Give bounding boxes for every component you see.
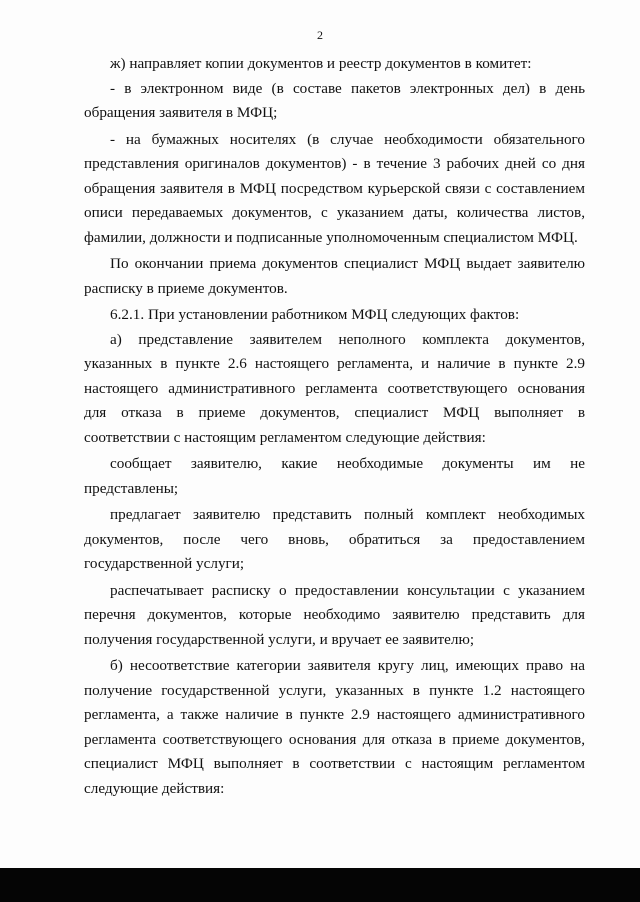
paragraph-b: б) несоответствие категории заявителя кругу лиц, имеющих право на получение государственной услуги, указанных в пункте 1.2 настоящего регламента, а также наличие в пункте 2.9 настоящего административного регламента соответствующего основания для отказа в приеме документов, специалист МФЦ выполняет в соответствии с настоящим регламентом следующие действия: bbox=[84, 657, 585, 797]
paragraph-electronic: - в электронном виде (в составе пакетов электронных дел) в день обращения заявителя в МФЦ; bbox=[84, 79, 585, 121]
paragraph-inform: сообщает заявителю, какие необходимые документы им не представлены; bbox=[84, 455, 585, 497]
document-body bbox=[84, 52, 585, 801]
paragraph-paper: - на бумажных носителях (в случае необходимости обязательного представления оригиналов документов) - в течение 3 рабочих дней со дня обращения заявителя в МФЦ посредством курьерской связи с составлением описи передаваемых документов, с указанием даты, количества листов, фамилии, должности и подписанные уполномоченным специалистом МФЦ. bbox=[84, 130, 585, 246]
paragraph-receipt: По окончании приема документов специалист МФЦ выдает заявителю расписку в приеме документов. bbox=[84, 255, 585, 297]
paragraph-print: распечатывает расписку о предоставлении консультации с указанием перечня документов, которые необходимо заявителю представить для получения государственной услуги, и вручает ее заявителю; bbox=[84, 581, 585, 648]
paragraph-a: а) представление заявителем неполного комплекта документов, указанных в пункте 2.6 настоящего регламента, и наличие в пункте 2.9 настоящего административного регламента соответствующего основания для отказа в приеме документов, специалист МФЦ выполняет в соответствии с настоящим регламентом следующие действия: bbox=[84, 330, 585, 446]
paragraph-zh: ж) направляет копии документов и реестр документов в комитет: bbox=[110, 55, 532, 72]
paragraph-offer: предлагает заявителю представить полный комплект необходимых документов, после чего вновь, обратиться за предоставлением государственной услуги; bbox=[84, 506, 585, 572]
paragraph-6-2-1: 6.2.1. При установлении работником МФЦ следующих фактов: bbox=[110, 306, 520, 323]
scan-bottom-edge bbox=[0, 868, 640, 902]
page-number: 2 bbox=[317, 28, 323, 42]
